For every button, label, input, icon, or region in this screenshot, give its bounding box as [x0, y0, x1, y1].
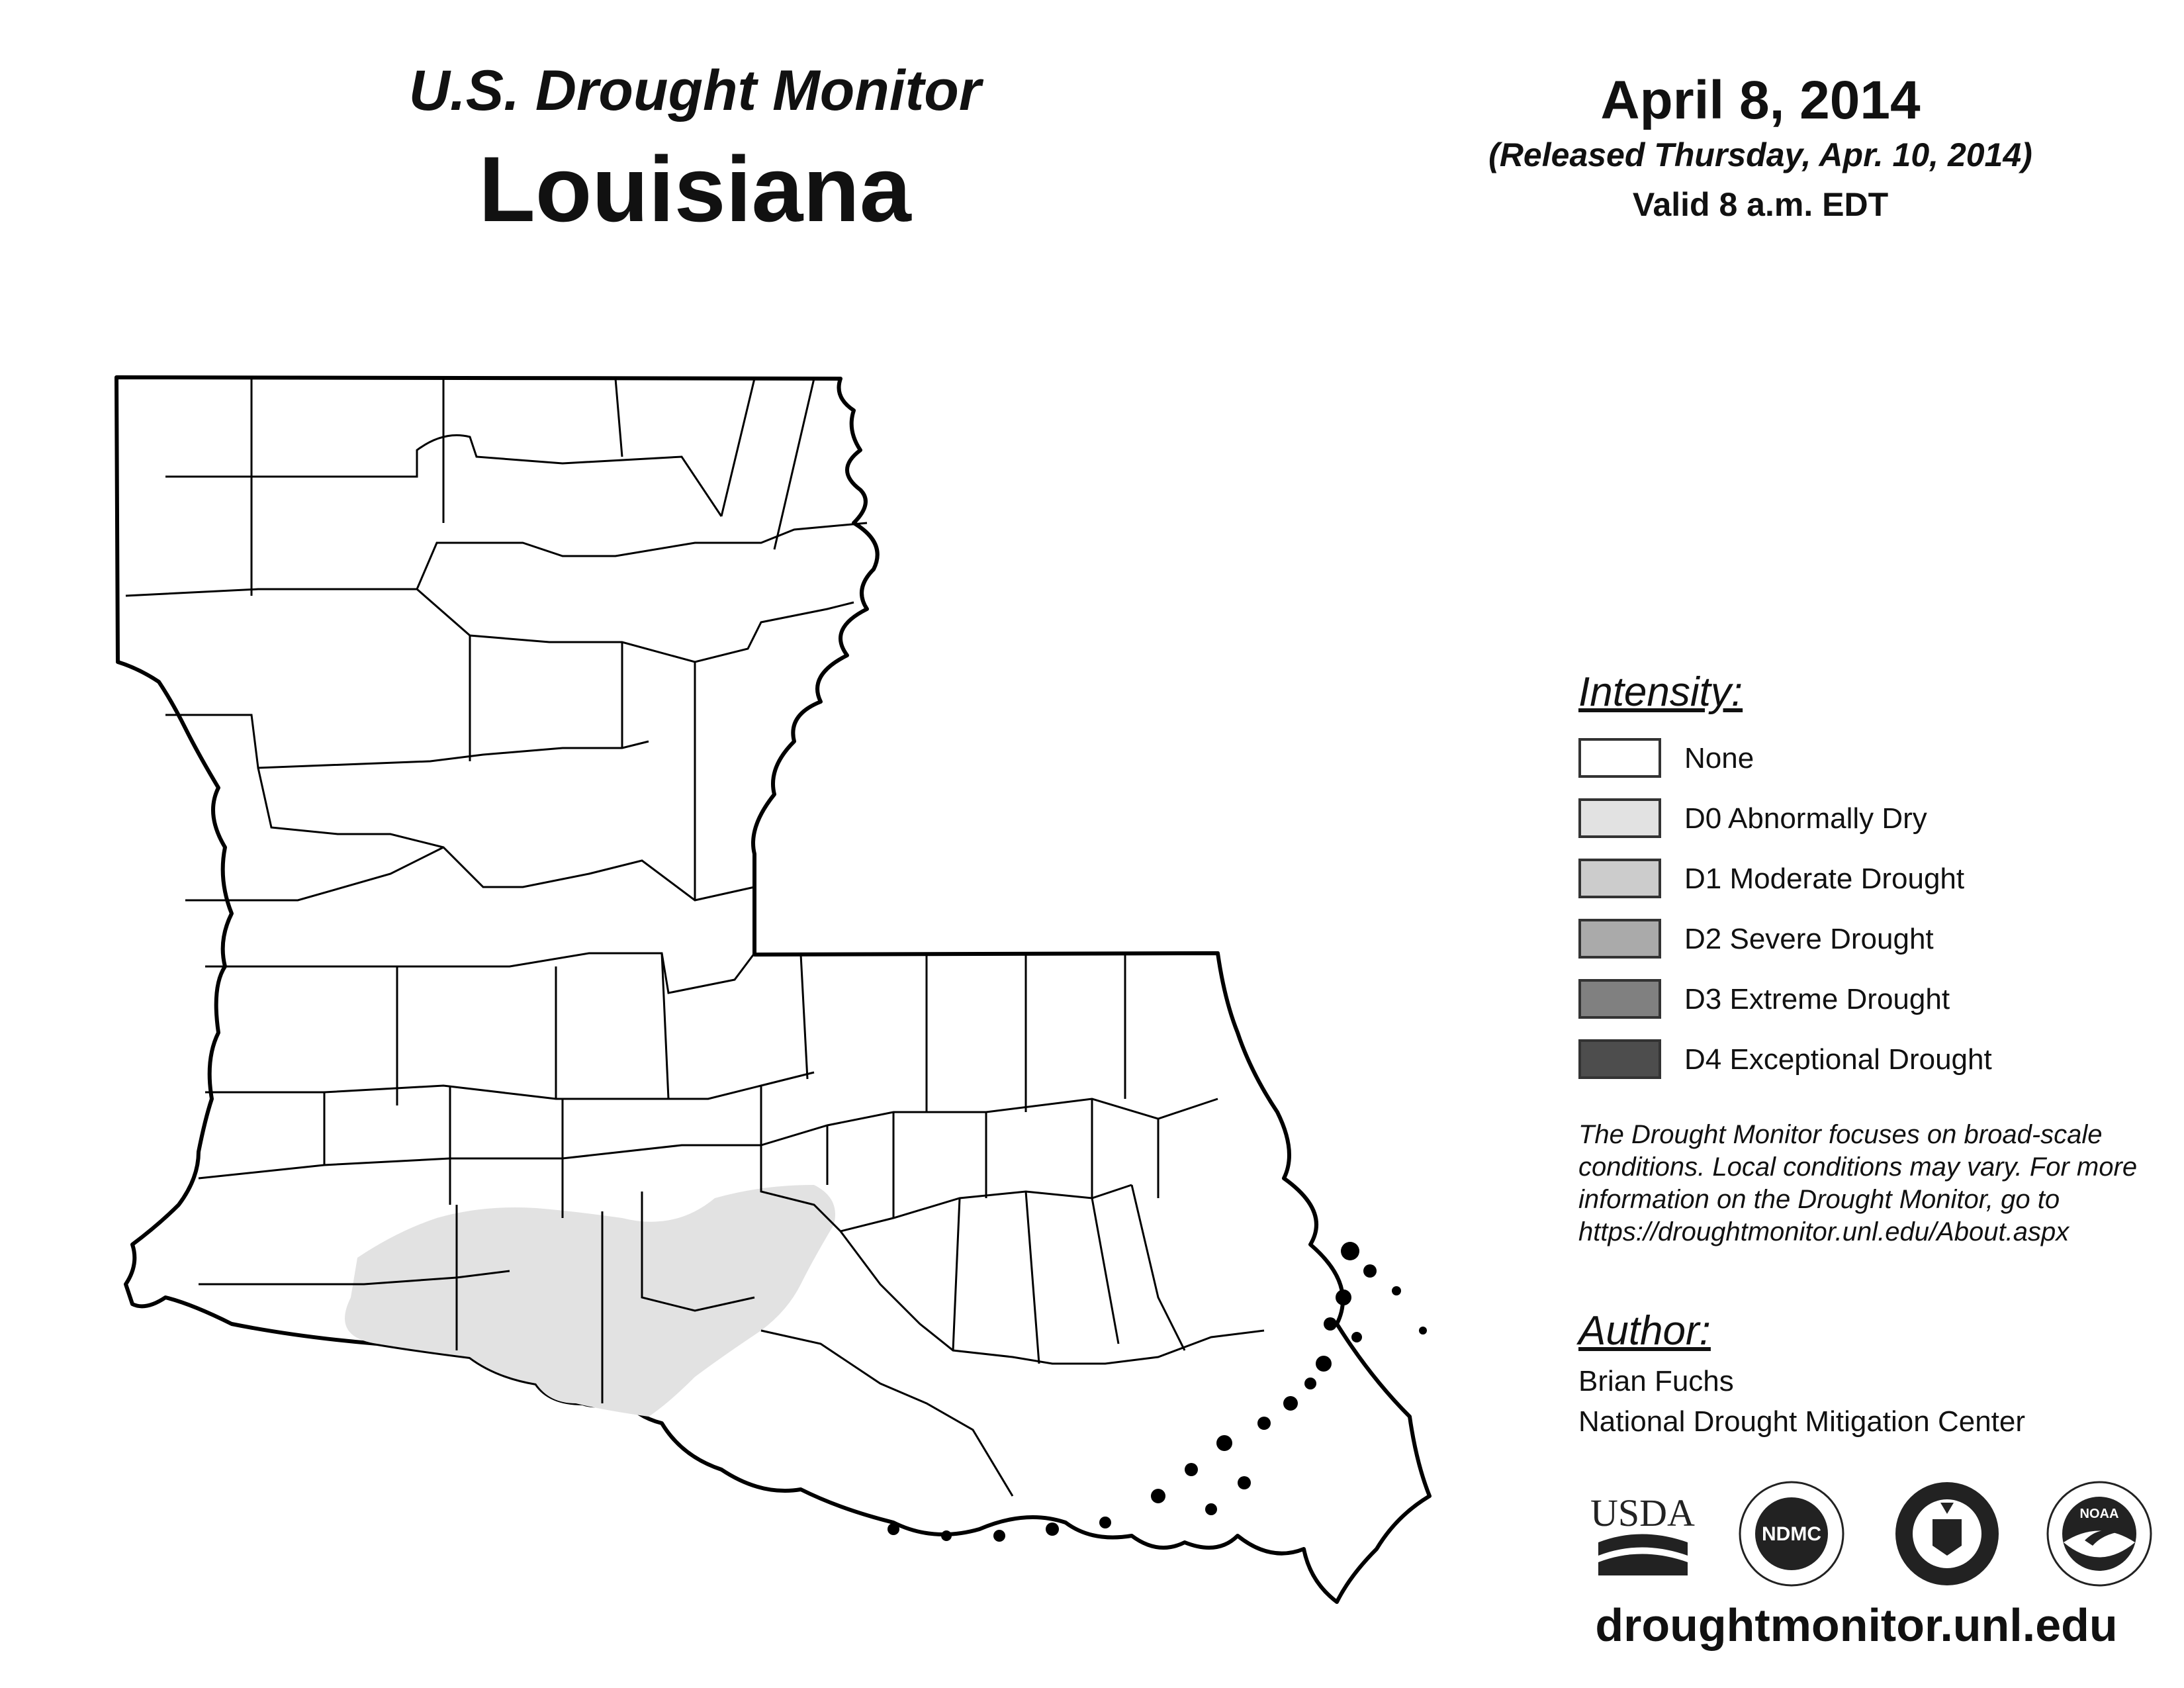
- note-line: information on the Drought Monitor, go to: [1578, 1185, 2060, 1214]
- legend-swatch: [1578, 738, 1661, 778]
- legend-title: Intensity:: [1578, 669, 1743, 715]
- note-line: The Drought Monitor focuses on broad-scale: [1578, 1120, 2103, 1149]
- author-organization: National Drought Mitigation Center: [1578, 1405, 2026, 1438]
- legend-swatch: [1578, 1039, 1661, 1079]
- note-link[interactable]: https://droughtmonitor.unl.edu/About.aspx: [1578, 1217, 2070, 1246]
- ndmc-logo: [1737, 1479, 1846, 1589]
- usda-logo-text: USDA: [1590, 1491, 1695, 1534]
- map-subtitle: U.S. Drought Monitor: [408, 59, 981, 122]
- legend-label: D4 Exceptional Drought: [1684, 1043, 1992, 1076]
- state-title: Louisiana: [478, 137, 911, 241]
- legend-label: D1 Moderate Drought: [1684, 863, 1965, 895]
- legend-swatch: [1578, 859, 1661, 898]
- release-date: (Released Thursday, Apr. 10, 2014): [1488, 136, 2032, 173]
- noaa-logo-text: NOAA: [2079, 1507, 2119, 1521]
- ndmc-logo-text: NDMC: [1762, 1523, 1821, 1545]
- valid-time: Valid 8 a.m. EDT: [1632, 186, 1889, 223]
- website-link[interactable]: droughtmonitor.unl.edu: [1595, 1599, 2118, 1651]
- usda-logo: [1588, 1479, 1698, 1589]
- map-date: April 8, 2014: [1600, 70, 1921, 130]
- louisiana-map: [99, 371, 1522, 1628]
- state-outline: [116, 377, 1430, 1602]
- drought-monitor-note: [1578, 1119, 2174, 1248]
- legend-swatch: [1578, 919, 1661, 959]
- legend-label: D3 Extreme Drought: [1684, 983, 1950, 1015]
- legend-label: D0 Abnormally Dry: [1684, 802, 1927, 835]
- legend-label: None: [1684, 742, 1754, 774]
- noaa-logo: [2045, 1479, 2154, 1589]
- author-title: Author:: [1578, 1308, 1711, 1354]
- commerce-seal: [1893, 1479, 2002, 1589]
- legend-swatch: [1578, 979, 1661, 1019]
- author-name: Brian Fuchs: [1578, 1365, 1734, 1397]
- note-line: conditions. Local conditions may vary. For more: [1578, 1152, 2138, 1182]
- legend-label: D2 Severe Drought: [1684, 923, 1934, 955]
- legend-swatch: [1578, 798, 1661, 838]
